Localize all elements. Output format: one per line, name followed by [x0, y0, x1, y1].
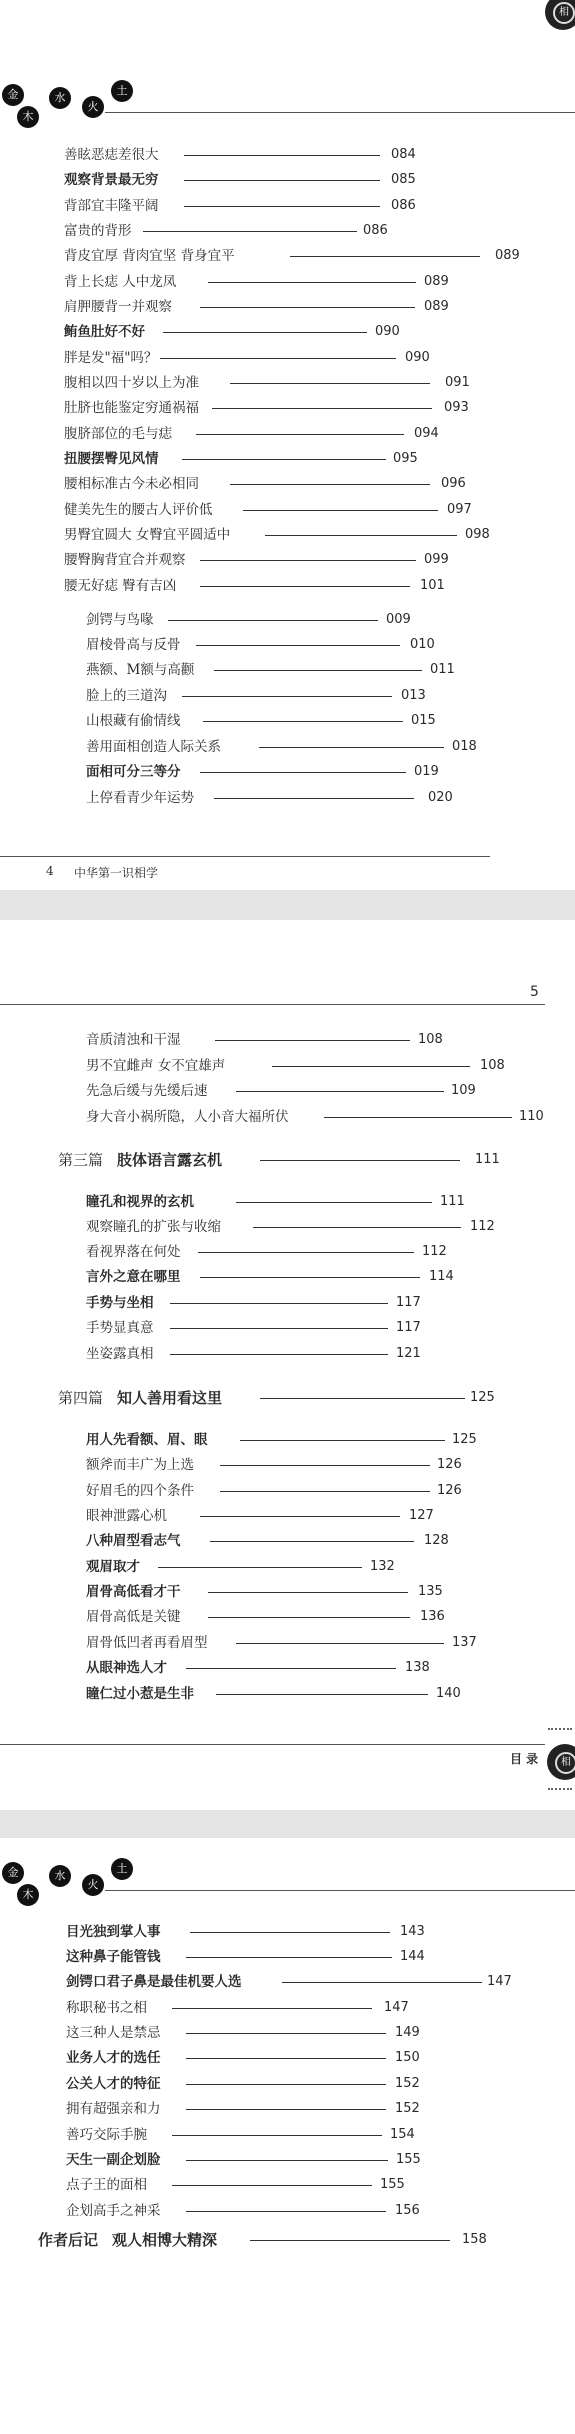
- toc-entry: [0, 1481, 575, 1503]
- toc-entry-title: 男臀宜圆大 女臀宜平圆适中: [64, 527, 231, 543]
- toc-entry: [0, 2175, 575, 2197]
- toc-leader: [172, 2008, 372, 2009]
- toc-part-heading: [0, 1150, 575, 1172]
- toc-entry-page: 143: [400, 1924, 425, 1939]
- element-water-badge: 水: [49, 87, 71, 109]
- toc-entry-title: 山根藏有偷情线: [86, 713, 181, 729]
- seal-char: 相: [555, 1752, 575, 1774]
- toc-entry-page: 121: [396, 1346, 421, 1361]
- toc-entry: [0, 500, 575, 522]
- toc-entry-page: 127: [409, 1508, 434, 1523]
- toc-leader: [220, 1491, 430, 1492]
- toc-entry-page: 015: [411, 713, 436, 728]
- toc-entry: [0, 1684, 575, 1706]
- element-fire-badge: 火: [82, 1874, 104, 1896]
- element-metal-badge: 金: [2, 1862, 24, 1884]
- toc-part-title: [58, 1388, 222, 1408]
- toc-entry-page: 084: [391, 147, 416, 162]
- toc-entry-title: 这种鼻子能管钱: [66, 1949, 161, 1965]
- toc-leader: [200, 1516, 400, 1517]
- toc-leader: [208, 1617, 410, 1618]
- toc-entry-title: 称职秘书之相: [66, 2000, 147, 2016]
- toc-entry-page: 117: [396, 1320, 421, 1335]
- toc-entry: [0, 1030, 575, 1052]
- toc-entry-title: 这三种人是禁忌: [66, 2025, 161, 2041]
- toc-entry-title: 肚脐也能鉴定穷通祸福: [64, 400, 199, 416]
- toc-entry-page: 108: [480, 1058, 505, 1073]
- toc-entry: [0, 297, 575, 319]
- toc-entry-page: 155: [380, 2177, 405, 2192]
- toc-leader: [260, 1398, 465, 1399]
- toc-entry-title: 鲔鱼肚好不好: [64, 324, 145, 340]
- toc-entry: [0, 788, 575, 810]
- toc-entry: [0, 576, 575, 598]
- toc-entry-page: 009: [386, 612, 411, 627]
- toc-entry-page: 110: [519, 1109, 544, 1124]
- toc-entry: [0, 635, 575, 657]
- toc-leader: [186, 2058, 386, 2059]
- toc-page-5: [0, 920, 575, 1810]
- toc-part-heading: [0, 1388, 575, 1410]
- toc-entry-page: 111: [440, 1194, 465, 1209]
- toc-part-heading: [0, 2230, 575, 2252]
- header-rule: [0, 1004, 545, 1005]
- toc-entry: [0, 1658, 575, 1680]
- toc-entry-title: 眉骨高低看才干: [86, 1584, 181, 1600]
- toc-entry-title: 观眉取才: [86, 1559, 140, 1575]
- toc-entry: [0, 1922, 575, 1944]
- footer-book-title: 中华第一识相学: [74, 866, 159, 880]
- corner-seal-icon: [547, 1744, 575, 1780]
- toc-entry-page: 089: [424, 274, 449, 289]
- toc-leader: [282, 1982, 482, 1983]
- toc-entry-title: 用人先看额、眉、眼: [86, 1432, 208, 1448]
- footer-page-number: 4: [46, 864, 54, 878]
- toc-entry: [0, 196, 575, 218]
- toc-leader: [230, 484, 430, 485]
- toc-entry-page: 085: [391, 172, 416, 187]
- toc-entry-page: 140: [436, 1686, 461, 1701]
- toc-leader: [243, 510, 438, 511]
- toc-entry: [0, 1455, 575, 1477]
- part-number: 第三篇: [58, 1151, 104, 1169]
- toc-leader: [259, 747, 444, 748]
- toc-entry: [0, 1506, 575, 1528]
- toc-leader: [324, 1117, 512, 1118]
- toc-entry-page: 156: [395, 2203, 420, 2218]
- toc-leader: [215, 1040, 410, 1041]
- toc-leader: [210, 1541, 414, 1542]
- toc-leader: [203, 721, 403, 722]
- toc-entry-title: 腹脐部位的毛与痣: [64, 426, 172, 442]
- toc-entry-title: 瞳仁过小惹是生非: [86, 1686, 194, 1702]
- toc-leader: [250, 2240, 450, 2241]
- toc-entry: [0, 2150, 575, 2172]
- toc-entry-page: 112: [422, 1244, 447, 1259]
- part-title: 观人相博大精深: [112, 2231, 218, 2249]
- toc-entry: [0, 1998, 575, 2020]
- toc-leader: [186, 2084, 386, 2085]
- toc-entry-title: 眉棱骨高与反骨: [86, 637, 181, 653]
- toc-entry: [0, 1107, 575, 1129]
- toc-entry-page: 152: [395, 2101, 420, 2116]
- toc-entry-page: 154: [390, 2127, 415, 2142]
- toc-leader: [290, 256, 480, 257]
- toc-leader: [186, 2033, 386, 2034]
- header-rule: [105, 112, 575, 113]
- toc-entry: [0, 2074, 575, 2096]
- toc-entry-page: 101: [420, 578, 445, 593]
- toc-entry-page: 018: [452, 739, 477, 754]
- toc-entry-page: 099: [424, 552, 449, 567]
- toc-leader: [230, 383, 430, 384]
- toc-leader: [214, 798, 414, 799]
- toc-entry-page: 126: [437, 1457, 462, 1472]
- toc-entry-title: 音质清浊和干湿: [86, 1032, 181, 1048]
- toc-entry-title: 面相可分三等分: [86, 764, 181, 780]
- toc-entry-title: 先急后缓与先缓后速: [86, 1083, 208, 1099]
- toc-entry-page: 150: [395, 2050, 420, 2065]
- toc-entry: [0, 1318, 575, 1340]
- toc-entry-page: 020: [428, 790, 453, 805]
- toc-entry-title: 看视界落在何处: [86, 1244, 181, 1260]
- toc-leader: [200, 560, 416, 561]
- toc-entry: [0, 474, 575, 496]
- toc-entry-page: 135: [418, 1584, 443, 1599]
- toc-entry-page: 086: [391, 198, 416, 213]
- toc-entry-title: 腰臀胸背宜合并观察: [64, 552, 186, 568]
- toc-entry-title: 观察瞳孔的扩张与收缩: [86, 1219, 221, 1235]
- toc-leader: [200, 307, 415, 308]
- toc-entry-title: 拥有超强亲和力: [66, 2101, 161, 2117]
- toc-leader: [240, 1440, 445, 1441]
- toc-leader: [214, 670, 422, 671]
- toc-entry-page: 144: [400, 1949, 425, 1964]
- toc-entry-title: 剑锷与鸟喙: [86, 612, 154, 628]
- toc-page-4: [0, 0, 575, 890]
- toc-entry-page: 096: [441, 476, 466, 491]
- toc-entry: [0, 1217, 575, 1239]
- toc-entry: [0, 424, 575, 446]
- toc-entry-title: 背部宜丰隆平阔: [64, 198, 159, 214]
- toc-entry-page: 095: [393, 451, 418, 466]
- toc-page-6: [0, 1838, 575, 2434]
- part-title: 知人善用看这里: [117, 1389, 223, 1407]
- toc-leader: [236, 1202, 432, 1203]
- element-water-badge: 水: [49, 1865, 71, 1887]
- element-wood-badge: 木: [17, 1884, 39, 1906]
- toc-entry: [0, 1430, 575, 1452]
- toc-entry-page: 109: [451, 1083, 476, 1098]
- toc-entry: [0, 1293, 575, 1315]
- toc-entry: [0, 2048, 575, 2070]
- toc-entry-page: 013: [401, 688, 426, 703]
- toc-entry-page: 019: [414, 764, 439, 779]
- toc-entry: [0, 1972, 575, 1994]
- toc-entry-title: 企划高手之神采: [66, 2203, 161, 2219]
- toc-entry-title: 燕额、M额与高颧: [86, 662, 195, 678]
- toc-entry-page: 132: [370, 1559, 395, 1574]
- toc-entry: [0, 1056, 575, 1078]
- toc-leader: [186, 2109, 386, 2110]
- toc-entry-page: 147: [384, 2000, 409, 2015]
- toc-entry-page: 010: [410, 637, 435, 652]
- toc-leader: [184, 206, 380, 207]
- toc-entry-page: 011: [430, 662, 455, 677]
- toc-leader: [212, 408, 432, 409]
- toc-leader: [186, 2211, 386, 2212]
- toc-entry-title: 背上长痣 人中龙凤: [64, 274, 177, 290]
- part-number: 作者后记: [38, 2231, 99, 2249]
- toc-entry: [0, 1607, 575, 1629]
- toc-entry-page: 138: [405, 1660, 430, 1675]
- toc-leader: [186, 1668, 396, 1669]
- toc-entry: [0, 660, 575, 682]
- toc-entry: [0, 2125, 575, 2147]
- footer-section-label: 目 录: [510, 1752, 539, 1766]
- toc-entry-title: 剑锷口君子鼻是最佳机要人选: [66, 1974, 242, 1990]
- toc-leader: [186, 2160, 388, 2161]
- toc-leader: [200, 772, 406, 773]
- toc-entry-title: 肩胛腰背一并观察: [64, 299, 172, 315]
- toc-entry-title: 天生一副企划脸: [66, 2152, 161, 2168]
- toc-entry: [0, 2201, 575, 2223]
- toc-entry-page: 158: [462, 2232, 487, 2247]
- toc-entry-title: 目光独到掌人事: [66, 1924, 161, 1940]
- toc-entry-page: 094: [414, 426, 439, 441]
- seal-scribble-icon: [548, 1728, 572, 1736]
- toc-part-title: [38, 2230, 217, 2250]
- toc-entry-title: 手势显真意: [86, 1320, 154, 1336]
- toc-entry-title: 额斧而丰广为上选: [86, 1457, 194, 1473]
- toc-entry-title: 眉骨高低是关键: [86, 1609, 181, 1625]
- element-earth-badge: 土: [111, 1858, 133, 1880]
- toc-entry-page: 136: [420, 1609, 445, 1624]
- toc-entry-page: 089: [495, 248, 520, 263]
- toc-leader: [272, 1066, 470, 1067]
- toc-entry-title: 公关人才的特征: [66, 2076, 161, 2092]
- footer-rule: [0, 1744, 545, 1745]
- toc-entry-page: 089: [424, 299, 449, 314]
- toc-entry-title: 脸上的三道沟: [86, 688, 167, 704]
- toc-entry-page: 090: [405, 350, 430, 365]
- toc-leader: [170, 1303, 388, 1304]
- toc-entry-title: 扭腰摆臀见风情: [64, 451, 159, 467]
- toc-entry: [0, 1242, 575, 1264]
- toc-entry: [0, 373, 575, 395]
- toc-entry: [0, 2023, 575, 2045]
- toc-leader: [198, 1252, 414, 1253]
- toc-entry-title: 观察背景最无穷: [64, 172, 159, 188]
- element-fire-badge: 火: [82, 96, 104, 118]
- part-number: 第四篇: [58, 1389, 104, 1407]
- toc-entry-title: 眉骨低凹者再看眉型: [86, 1635, 208, 1651]
- toc-entry: [0, 1531, 575, 1553]
- toc-entry: [0, 711, 575, 733]
- toc-entry: [0, 1267, 575, 1289]
- toc-leader: [200, 586, 410, 587]
- toc-leader: [200, 1277, 420, 1278]
- toc-entry: [0, 1192, 575, 1214]
- toc-entry-title: 言外之意在哪里: [86, 1269, 181, 1285]
- toc-leader: [170, 1354, 388, 1355]
- toc-leader: [190, 1932, 390, 1933]
- toc-entry-page: 125: [470, 1390, 495, 1405]
- toc-entry-page: 097: [447, 502, 472, 517]
- toc-leader: [184, 155, 380, 156]
- part-title: 肢体语言露玄机: [117, 1151, 223, 1169]
- toc-entry: [0, 525, 575, 547]
- toc-leader: [160, 358, 396, 359]
- toc-entry-page: 152: [395, 2076, 420, 2091]
- toc-entry: [0, 550, 575, 572]
- toc-entry-title: 富贵的背形: [64, 223, 132, 239]
- toc-entry-page: 125: [452, 1432, 477, 1447]
- toc-entry: [0, 348, 575, 370]
- toc-leader: [196, 434, 404, 435]
- toc-entry-title: 善用面相创造人际关系: [86, 739, 221, 755]
- toc-leader: [260, 1160, 460, 1161]
- toc-entry-page: 114: [429, 1269, 454, 1284]
- toc-leader: [186, 1957, 392, 1958]
- toc-leader: [143, 231, 357, 232]
- toc-leader: [208, 282, 416, 283]
- toc-entry-page: 111: [475, 1152, 500, 1167]
- toc-entry-page: 147: [487, 1974, 512, 1989]
- toc-leader: [220, 1465, 430, 1466]
- toc-leader: [236, 1643, 444, 1644]
- toc-entry-title: 好眉毛的四个条件: [86, 1483, 194, 1499]
- toc-entry: [0, 762, 575, 784]
- toc-leader: [172, 2135, 382, 2136]
- toc-entry-title: 坐姿露真相: [86, 1346, 154, 1362]
- toc-entry-title: 胖是发"福"吗？: [64, 350, 158, 366]
- toc-leader: [182, 696, 392, 697]
- toc-entry-title: 腰无好痣 臀有吉凶: [64, 578, 177, 594]
- toc-entry-page: 149: [395, 2025, 420, 2040]
- toc-entry-page: 117: [396, 1295, 421, 1310]
- toc-entry-page: 091: [445, 375, 470, 390]
- toc-entry-title: 善巧交际手腕: [66, 2127, 147, 2143]
- toc-entry: [0, 1633, 575, 1655]
- toc-entry-title: 八种眉型看志气: [86, 1533, 181, 1549]
- toc-entry-page: 093: [444, 400, 469, 415]
- toc-entry-title: 从眼神选人才: [86, 1660, 167, 1676]
- toc-entry-title: 腰相标准古今未必相同: [64, 476, 199, 492]
- toc-entry: [0, 398, 575, 420]
- toc-entry: [0, 686, 575, 708]
- toc-entry-page: 155: [396, 2152, 421, 2167]
- seal-char: 相: [553, 2, 575, 24]
- toc-entry-title: 手势与坐相: [86, 1295, 154, 1311]
- toc-entry-page: 137: [452, 1635, 477, 1650]
- toc-entry-title: 身大音小祸所隐，人小音大福所伏: [86, 1109, 289, 1125]
- toc-entry-title: 业务人才的选任: [66, 2050, 161, 2066]
- toc-entry-page: 108: [418, 1032, 443, 1047]
- toc-leader: [208, 1592, 408, 1593]
- toc-entry-title: 男不宜雌声 女不宜雄声: [86, 1058, 226, 1074]
- toc-entry: [0, 1557, 575, 1579]
- toc-leader: [253, 1227, 461, 1228]
- toc-entry: [0, 1582, 575, 1604]
- toc-entry-title: 眼神泄露心机: [86, 1508, 167, 1524]
- toc-leader: [158, 1567, 362, 1568]
- toc-entry: [0, 1081, 575, 1103]
- toc-entry-title: 腹相以四十岁以上为准: [64, 375, 199, 391]
- toc-entry: [0, 1947, 575, 1969]
- toc-entry-page: 098: [465, 527, 490, 542]
- toc-entry-page: 112: [470, 1219, 495, 1234]
- seal-scribble-icon: [548, 1788, 572, 1796]
- toc-entry: [0, 322, 575, 344]
- toc-leader: [170, 1328, 388, 1329]
- toc-entry-page: 126: [437, 1483, 462, 1498]
- toc-entry: [0, 246, 575, 268]
- toc-entry-title: 背皮宜厚 背肉宜坚 背身宜平: [64, 248, 235, 264]
- toc-entry: [0, 145, 575, 167]
- toc-entry: [0, 449, 575, 471]
- toc-entry: [0, 272, 575, 294]
- toc-leader: [163, 332, 367, 333]
- toc-entry-page: 090: [375, 324, 400, 339]
- toc-entry: [0, 170, 575, 192]
- toc-entry: [0, 1344, 575, 1366]
- toc-entry-title: 点子王的面相: [66, 2177, 147, 2193]
- element-earth-badge: 土: [111, 80, 133, 102]
- toc-entry-page: 086: [363, 223, 388, 238]
- header-page-number: 5: [530, 984, 539, 1000]
- toc-leader: [216, 1694, 428, 1695]
- toc-entry: [0, 610, 575, 632]
- footer-rule: [0, 856, 490, 857]
- toc-leader: [182, 459, 386, 460]
- corner-seal-icon: [545, 0, 575, 30]
- toc-leader: [265, 535, 457, 536]
- toc-leader: [172, 2185, 372, 2186]
- toc-leader: [184, 180, 380, 181]
- toc-entry-page: 128: [424, 1533, 449, 1548]
- toc-leader: [168, 620, 378, 621]
- toc-entry: [0, 737, 575, 759]
- toc-leader: [196, 645, 400, 646]
- toc-entry-title: 健美先生的腰古人评价低: [64, 502, 213, 518]
- toc-entry: [0, 2099, 575, 2121]
- element-wood-badge: 木: [17, 106, 39, 128]
- toc-entry-title: 上停看青少年运势: [86, 790, 194, 806]
- toc-part-title: [58, 1150, 222, 1170]
- toc-entry: [0, 221, 575, 243]
- header-rule: [105, 1890, 575, 1891]
- toc-leader: [236, 1091, 444, 1092]
- toc-entry-title: 善眩恶痣差很大: [64, 147, 159, 163]
- toc-entry-title: 瞳孔和视界的玄机: [86, 1194, 194, 1210]
- element-metal-badge: 金: [2, 84, 24, 106]
